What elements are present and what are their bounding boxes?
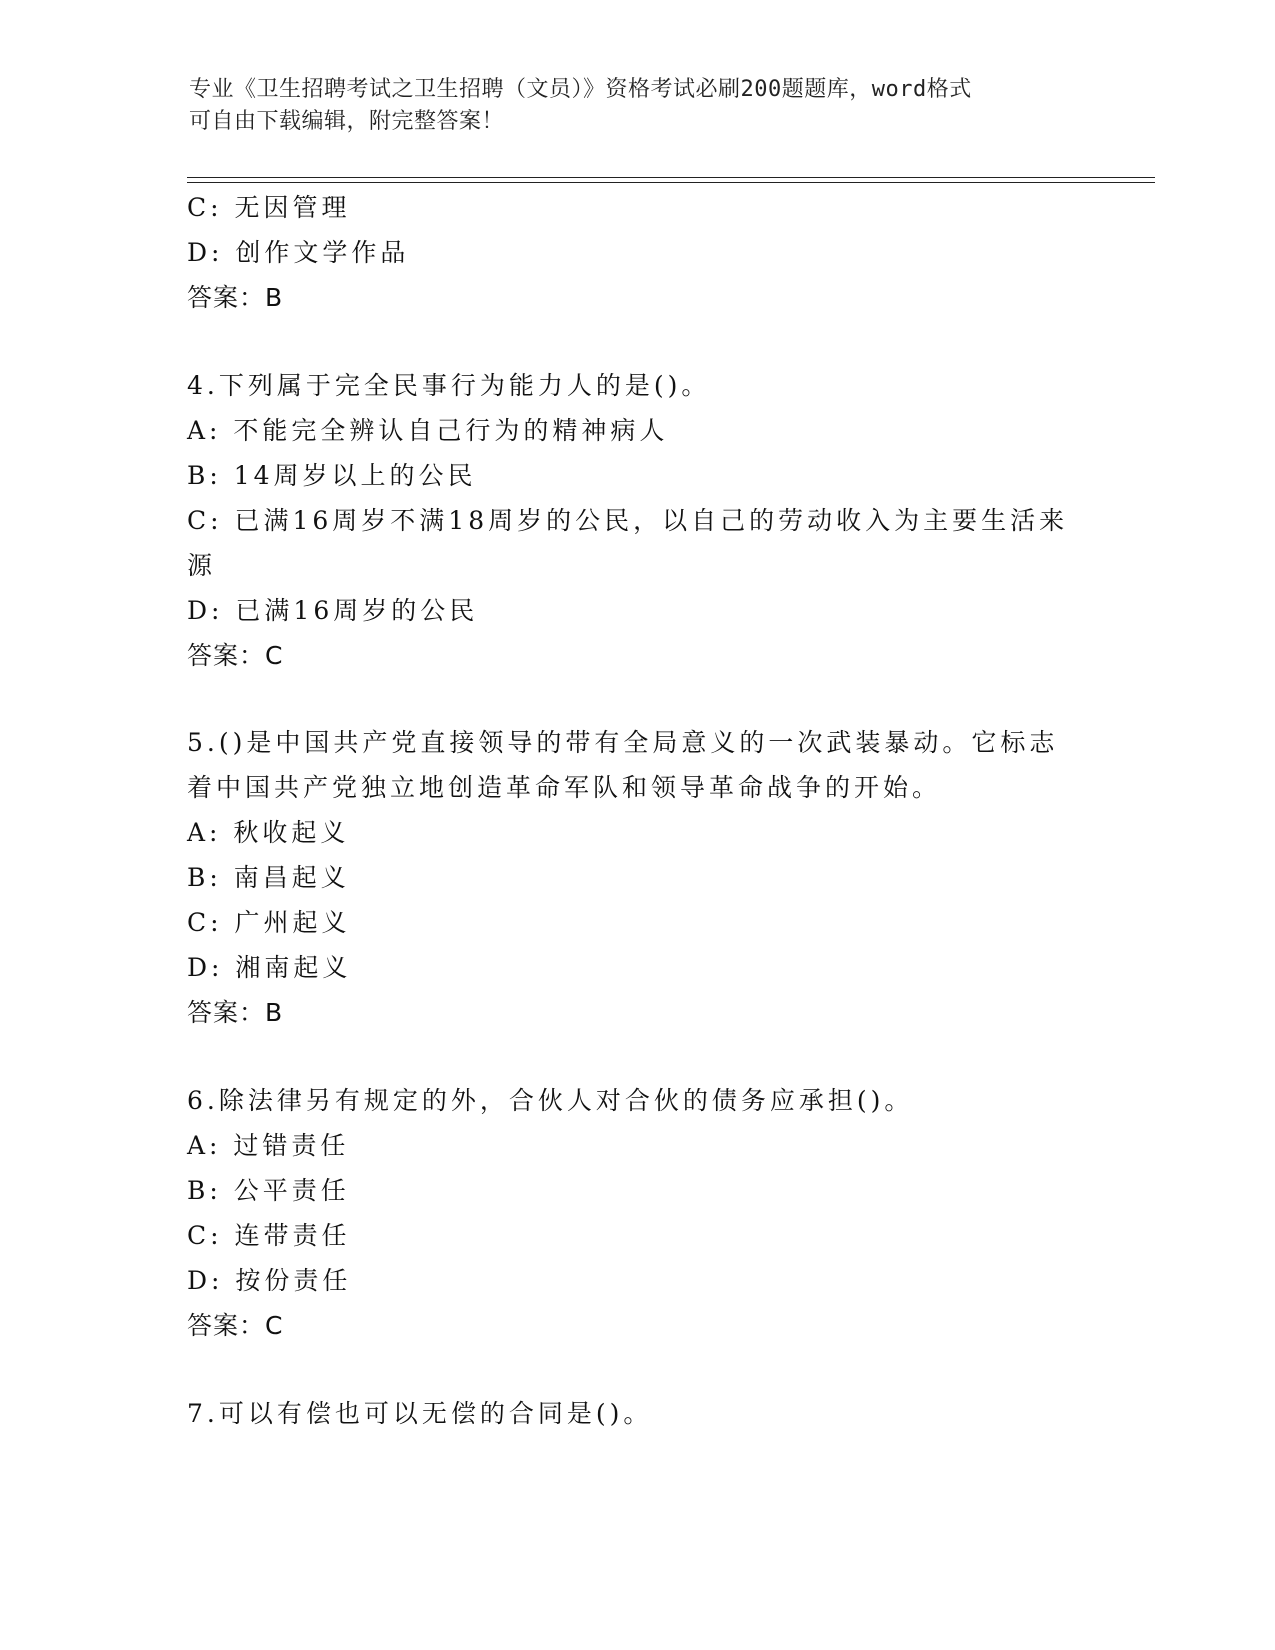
header-line-1: 专业《卫生招聘考试之卫生招聘（文员）》资格考试必刷200题题库，word格式 [189,77,972,102]
q5-answer: 答案：B [187,998,284,1027]
q6-answer: 答案：C [187,1311,284,1340]
q5-stem: 5.()是中国共产党直接领导的带有全局意义的一次武装暴动。它标志 [187,728,1059,757]
q4-option-c: C: 已满16周岁不满18周岁的公民，以自己的劳动收入为主要生活来 [187,506,1069,535]
q6-stem: 6.除法律另有规定的外，合伙人对合伙的债务应承担()。 [187,1086,914,1115]
header-rule-top [187,177,1155,178]
prev-answer: 答案：B [187,283,284,312]
q5-option-a: A: 秋收起义 [187,818,350,847]
q4-option-a: A: 不能完全辨认自己行为的精神病人 [187,416,669,445]
header-line-2: 可自由下载编辑，附完整答案！ [189,109,505,134]
q5-stem-cont: 着中国共产党独立地创造革命军队和领导革命战争的开始。 [187,773,942,802]
q4-option-b: B: 14周岁以上的公民 [187,461,477,490]
prev-option-d: D: 创作文学作品 [187,238,410,267]
q5-option-c: C: 广州起义 [187,908,351,937]
q4-option-d: D: 已满16周岁的公民 [187,596,479,625]
q6-option-b: B: 公平责任 [187,1176,350,1205]
header-rule-bottom [187,182,1155,183]
q7-stem: 7.可以有偿也可以无偿的合同是()。 [187,1399,653,1428]
q5-option-d: D: 湘南起义 [187,953,352,982]
q4-option-c-cont: 源 [187,551,217,580]
q4-stem: 4.下列属于完全民事行为能力人的是()。 [187,371,711,400]
q4-answer: 答案：C [187,641,284,670]
q5-option-b: B: 南昌起义 [187,863,350,892]
document-header [189,74,1089,138]
q6-option-d: D: 按份责任 [187,1266,352,1295]
q6-option-a: A: 过错责任 [187,1131,350,1160]
q6-option-c: C: 连带责任 [187,1221,351,1250]
prev-option-c: C: 无因管理 [187,193,351,222]
